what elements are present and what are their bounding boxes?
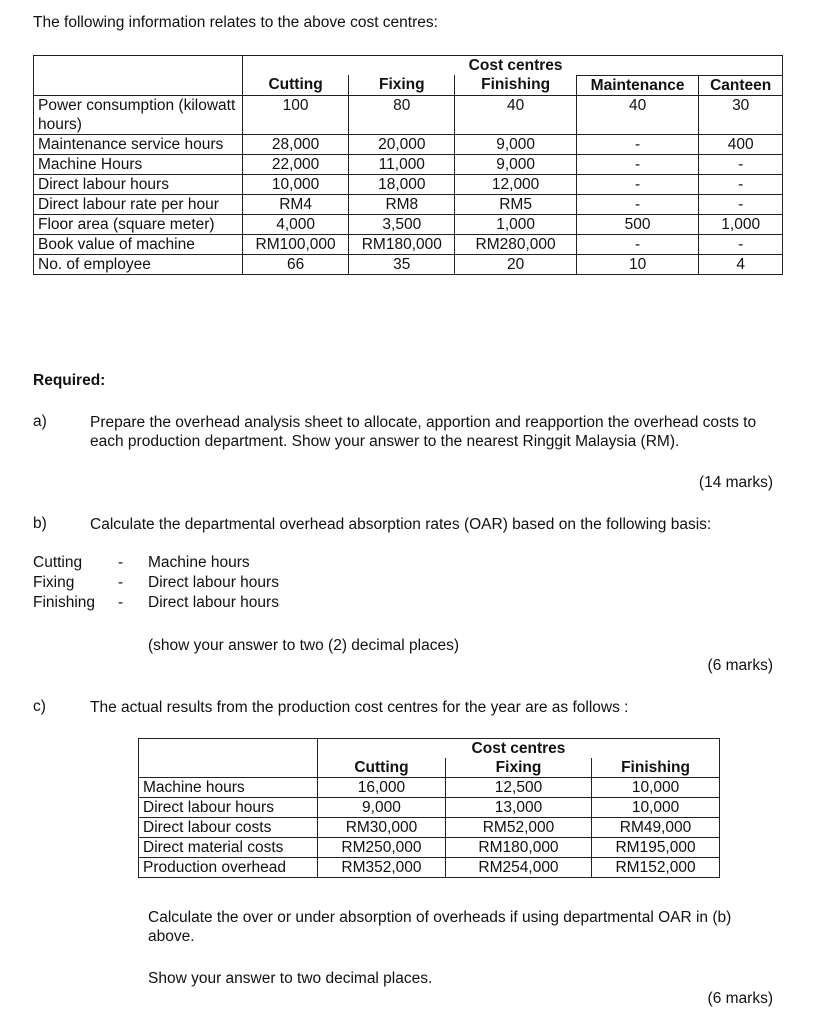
row-label: Machine hours — [139, 778, 318, 798]
cell: 40 — [576, 95, 699, 134]
cell: 18,000 — [349, 174, 455, 194]
basis-row — [33, 593, 279, 613]
intro-text: The following information relates to the above cost centres: — [33, 14, 438, 31]
part-a-text: Prepare the overhead analysis sheet to allocate, apportion and reapportion the overhead costs to each production department. Show your answer to the nearest Ringgit Malaysia (RM). — [90, 414, 757, 450]
basis-dash: - — [118, 574, 124, 591]
cell: RM195,000 — [592, 838, 720, 858]
cell: RM49,000 — [592, 818, 720, 838]
cell: 22,000 — [243, 154, 349, 174]
basis-row — [33, 553, 250, 573]
table-row — [139, 858, 720, 878]
basis-dash: - — [118, 554, 124, 571]
column-header: Cutting — [318, 758, 446, 778]
cell: 9,000 — [455, 134, 576, 154]
table-row — [34, 174, 783, 194]
part-a-marks: (14 marks) — [698, 474, 773, 491]
cell: - — [576, 134, 699, 154]
cell: 3,500 — [349, 214, 455, 234]
row-label: Maintenance service hours — [34, 134, 243, 154]
cell: - — [576, 154, 699, 174]
cell: RM4 — [243, 194, 349, 214]
cell: 16,000 — [318, 778, 446, 798]
part-c-instruction: Show your answer to two decimal places. — [148, 970, 433, 987]
column-header: Fixing — [349, 75, 455, 95]
part-b-marks: (6 marks) — [707, 657, 773, 674]
cell: 13,000 — [445, 798, 591, 818]
header-blank — [34, 56, 243, 96]
column-header: Fixing — [445, 758, 591, 778]
row-label: Direct labour hours — [34, 174, 243, 194]
table-row — [34, 234, 783, 254]
part-c-text: The actual results from the production cost centres for the year are as follows : — [90, 699, 629, 716]
basis-method: Direct labour hours — [148, 574, 279, 591]
basis-dept: Fixing — [33, 574, 75, 591]
cell: 30 — [699, 95, 783, 134]
cell: - — [699, 174, 783, 194]
basis-method: Direct labour hours — [148, 594, 279, 611]
group-header: Cost centres — [455, 56, 576, 76]
cell: 9,000 — [318, 798, 446, 818]
column-header: Cutting — [243, 75, 349, 95]
cell: 10,000 — [592, 798, 720, 818]
cell: 80 — [349, 95, 455, 134]
table-header-row — [139, 739, 720, 759]
cell: RM100,000 — [243, 234, 349, 254]
cell: - — [576, 174, 699, 194]
cell: 10 — [576, 254, 699, 274]
cell: 500 — [576, 214, 699, 234]
table-row — [139, 798, 720, 818]
table-row — [34, 134, 783, 154]
cell: 20,000 — [349, 134, 455, 154]
part-a-letter: a) — [33, 413, 47, 430]
cost-centres-table — [33, 55, 783, 275]
table-row — [34, 214, 783, 234]
group-header: Cost centres — [445, 739, 591, 759]
row-label: Floor area (square meter) — [34, 214, 243, 234]
row-label: Direct labour costs — [139, 818, 318, 838]
table-row — [34, 95, 783, 134]
basis-row — [33, 573, 279, 593]
cell: 1,000 — [455, 214, 576, 234]
cell: - — [699, 234, 783, 254]
cell: 400 — [699, 134, 783, 154]
cell: 10,000 — [243, 174, 349, 194]
cell: 40 — [455, 95, 576, 134]
cell: 10,000 — [592, 778, 720, 798]
cell: 66 — [243, 254, 349, 274]
basis-method: Machine hours — [148, 554, 250, 571]
cell: 11,000 — [349, 154, 455, 174]
row-label: Production overhead — [139, 858, 318, 878]
cell: - — [699, 194, 783, 214]
part-b-note: (show your answer to two (2) decimal places) — [148, 637, 459, 654]
part-b-letter: b) — [33, 515, 47, 532]
cell: 12,000 — [455, 174, 576, 194]
cell: RM52,000 — [445, 818, 591, 838]
part-c-letter: c) — [33, 698, 46, 715]
row-label: Power consumption (kilowatt hours) — [34, 95, 243, 134]
cell: RM254,000 — [445, 858, 591, 878]
cell: RM180,000 — [349, 234, 455, 254]
table-row — [34, 154, 783, 174]
basis-dept: Cutting — [33, 554, 83, 571]
table-row — [139, 778, 720, 798]
part-c-question: Calculate the over or under absorption of overheads if using departmental OAR in (b) above. — [148, 909, 732, 945]
cell: RM30,000 — [318, 818, 446, 838]
required-heading: Required: — [33, 372, 106, 389]
column-header: Maintenance — [576, 75, 699, 95]
basis-dash: - — [118, 594, 124, 611]
cell: 100 — [243, 95, 349, 134]
cell: - — [699, 154, 783, 174]
cell: 4,000 — [243, 214, 349, 234]
row-label: Machine Hours — [34, 154, 243, 174]
column-header: Finishing — [592, 758, 720, 778]
cell: RM5 — [455, 194, 576, 214]
cell: 20 — [455, 254, 576, 274]
column-header: Canteen — [699, 75, 783, 95]
cell: 9,000 — [455, 154, 576, 174]
cell: RM352,000 — [318, 858, 446, 878]
column-header: Finishing — [455, 75, 576, 95]
cell: RM280,000 — [455, 234, 576, 254]
row-label: Book value of machine — [34, 234, 243, 254]
cell: RM8 — [349, 194, 455, 214]
cell: RM250,000 — [318, 838, 446, 858]
cell: RM152,000 — [592, 858, 720, 878]
table-row — [34, 254, 783, 274]
cell: - — [576, 234, 699, 254]
cell: 35 — [349, 254, 455, 274]
basis-dept: Finishing — [33, 594, 96, 611]
header-blank — [139, 739, 318, 778]
table-row — [139, 838, 720, 858]
cell: - — [576, 194, 699, 214]
part-b-text: Calculate the departmental overhead absorption rates (OAR) based on the following basis: — [90, 516, 712, 533]
row-label: No. of employee — [34, 254, 243, 274]
table-row — [34, 194, 783, 214]
cell: RM180,000 — [445, 838, 591, 858]
cell: 4 — [699, 254, 783, 274]
cell: 28,000 — [243, 134, 349, 154]
row-label: Direct labour hours — [139, 798, 318, 818]
table-row — [139, 818, 720, 838]
actual-results-table — [138, 738, 720, 878]
row-label: Direct material costs — [139, 838, 318, 858]
cell: 1,000 — [699, 214, 783, 234]
cell: 12,500 — [445, 778, 591, 798]
part-c-marks: (6 marks) — [707, 990, 773, 1007]
row-label: Direct labour rate per hour — [34, 194, 243, 214]
table-header-row — [34, 56, 783, 76]
